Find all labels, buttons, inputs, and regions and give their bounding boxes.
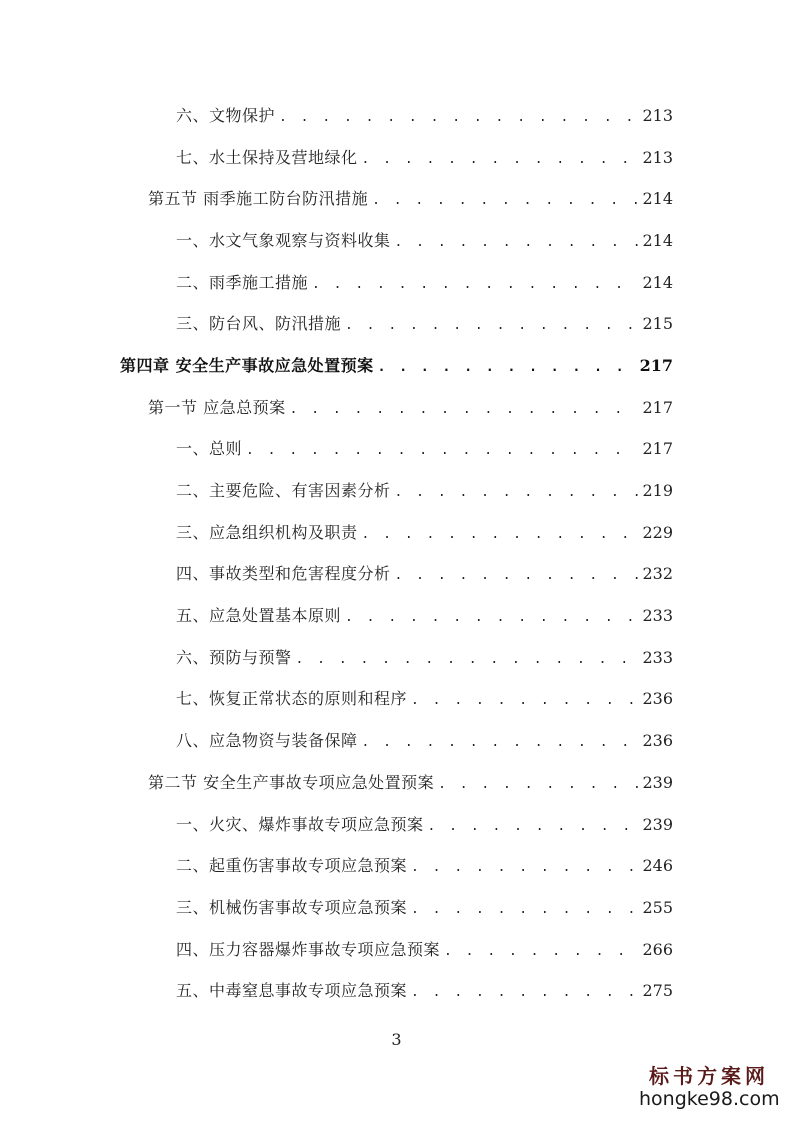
toc-entry-page: 217 (642, 439, 673, 459)
toc-dot-leader (362, 525, 639, 545)
toc-subsection-entry[interactable] (0, 263, 793, 305)
toc-dot-leader (246, 441, 638, 461)
toc-entry-page: 213 (642, 105, 673, 125)
toc-entry-label: 第一节 应急总预案 (148, 397, 286, 417)
toc-entry-line (120, 356, 793, 378)
toc-subsection-entry[interactable] (0, 96, 793, 138)
toc-entry-line (176, 940, 793, 962)
watermark-url: hongke98.com (639, 1088, 780, 1110)
toc-entry-page: 239 (642, 814, 673, 834)
toc-section-entry[interactable] (0, 763, 793, 805)
toc-entry-page: 233 (642, 647, 673, 667)
toc-dot-leader (395, 483, 639, 503)
toc-entry-label: 二、主要危险、有害因素分析 (176, 481, 391, 501)
toc-dot-leader (290, 400, 639, 420)
toc-subsection-entry[interactable] (0, 971, 793, 1013)
toc-subsection-entry[interactable] (0, 805, 793, 847)
toc-entry-page: 275 (642, 981, 673, 1001)
toc-entry-line (176, 731, 793, 753)
toc-subsection-entry[interactable] (0, 138, 793, 180)
toc-chapter-entry[interactable] (0, 346, 793, 388)
toc-entry-label: 第二节 安全生产事故专项应急处置预案 (148, 772, 435, 792)
toc-entry-page: 217 (642, 397, 673, 417)
toc-subsection-entry[interactable] (0, 846, 793, 888)
toc-entry-page: 213 (642, 147, 673, 167)
toc-entry-label: 二、起重伤害事故专项应急预案 (176, 856, 408, 876)
toc-entry-line (176, 314, 793, 336)
toc-dot-leader (395, 233, 639, 253)
toc-entry-label: 三、机械伤害事故专项应急预案 (176, 897, 408, 917)
toc-subsection-entry[interactable] (0, 596, 793, 638)
toc-entry-line (176, 273, 793, 295)
toc-entry-line (176, 898, 793, 920)
toc-subsection-entry[interactable] (0, 471, 793, 513)
toc-dot-leader (444, 942, 638, 962)
toc-entry-label: 七、水土保持及营地绿化 (176, 147, 358, 167)
toc-entry-page: 255 (642, 897, 673, 917)
table-of-contents (0, 96, 793, 1013)
toc-entry-page: 239 (642, 772, 673, 792)
watermark-logo (639, 1064, 779, 1110)
toc-entry-line (148, 398, 793, 420)
toc-entry-line (176, 523, 793, 545)
toc-dot-leader (345, 608, 638, 628)
toc-subsection-entry[interactable] (0, 930, 793, 972)
toc-entry-label: 六、预防与预警 (176, 647, 292, 667)
toc-entry-page: 246 (642, 856, 673, 876)
toc-entry-page: 236 (642, 689, 673, 709)
toc-entry-page: 214 (642, 230, 673, 250)
toc-entry-line (176, 606, 793, 628)
toc-entry-label: 八、应急物资与装备保障 (176, 731, 358, 751)
toc-dot-leader (411, 691, 638, 711)
toc-entry-page: 236 (642, 731, 673, 751)
toc-entry-line (176, 856, 793, 878)
toc-dot-leader (345, 316, 638, 336)
toc-entry-page: 215 (642, 314, 673, 334)
toc-entry-label: 一、火灾、爆炸事故专项应急预案 (176, 814, 424, 834)
toc-entry-line (176, 981, 793, 1003)
toc-entry-line (148, 773, 793, 795)
toc-entry-label: 一、水文气象观察与资料收集 (176, 230, 391, 250)
toc-subsection-entry[interactable] (0, 638, 793, 680)
toc-entry-line (176, 815, 793, 837)
toc-dot-leader (372, 191, 638, 211)
toc-subsection-entry[interactable] (0, 430, 793, 472)
toc-subsection-entry[interactable] (0, 888, 793, 930)
toc-subsection-entry[interactable] (0, 721, 793, 763)
toc-entry-page: 214 (642, 272, 673, 292)
toc-entry-label: 第五节 雨季施工防台防汛措施 (148, 189, 369, 209)
toc-entry-page: 233 (642, 606, 673, 626)
toc-entry-line (176, 481, 793, 503)
toc-entry-label: 三、防台风、防汛措施 (176, 314, 342, 334)
toc-dot-leader (312, 275, 638, 295)
toc-subsection-entry[interactable] (0, 555, 793, 597)
toc-entry-line (148, 189, 793, 211)
toc-dot-leader (296, 650, 639, 670)
toc-entry-line (176, 564, 793, 586)
toc-entry-line (176, 689, 793, 711)
toc-entry-label: 四、压力容器爆炸事故专项应急预案 (176, 939, 441, 959)
toc-entry-line (176, 106, 793, 128)
toc-dot-leader (411, 900, 638, 920)
toc-dot-leader (438, 775, 638, 795)
toc-section-entry[interactable] (0, 179, 793, 221)
toc-entry-label: 三、应急组织机构及职责 (176, 522, 358, 542)
toc-dot-leader (362, 150, 639, 170)
toc-dot-leader (395, 566, 639, 586)
toc-entry-line (176, 148, 793, 170)
toc-entry-label: 四、事故类型和危害程度分析 (176, 564, 391, 584)
toc-entry-label: 五、应急处置基本原则 (176, 606, 342, 626)
toc-dot-leader (411, 983, 638, 1003)
toc-dot-leader (279, 108, 638, 128)
toc-subsection-entry[interactable] (0, 221, 793, 263)
toc-subsection-entry[interactable] (0, 304, 793, 346)
toc-entry-page: 219 (642, 481, 673, 501)
toc-entry-line (176, 231, 793, 253)
toc-entry-page: 217 (639, 355, 673, 375)
toc-entry-page: 214 (642, 189, 673, 209)
toc-entry-label: 第四章 安全生产事故应急处置预案 (120, 355, 374, 375)
toc-subsection-entry[interactable] (0, 513, 793, 555)
toc-entry-label: 六、文物保护 (176, 105, 276, 125)
toc-entry-page: 232 (642, 564, 673, 584)
toc-dot-leader (428, 817, 639, 837)
toc-entry-line (176, 439, 793, 461)
toc-entry-page: 266 (642, 939, 673, 959)
toc-entry-label: 一、总则 (176, 439, 243, 459)
toc-dot-leader (362, 733, 639, 753)
watermark-site-name: 标书方案网 (649, 1064, 769, 1088)
page-number: 3 (391, 1030, 402, 1049)
toc-section-entry[interactable] (0, 388, 793, 430)
toc-entry-page: 229 (642, 522, 673, 542)
toc-dot-leader (411, 858, 638, 878)
toc-entry-label: 五、中毒窒息事故专项应急预案 (176, 981, 408, 1001)
toc-entry-label: 七、恢复正常状态的原则和程序 (176, 689, 408, 709)
toc-entry-line (176, 648, 793, 670)
toc-dot-leader (378, 358, 636, 378)
toc-subsection-entry[interactable] (0, 680, 793, 722)
toc-entry-label: 二、雨季施工措施 (176, 272, 309, 292)
